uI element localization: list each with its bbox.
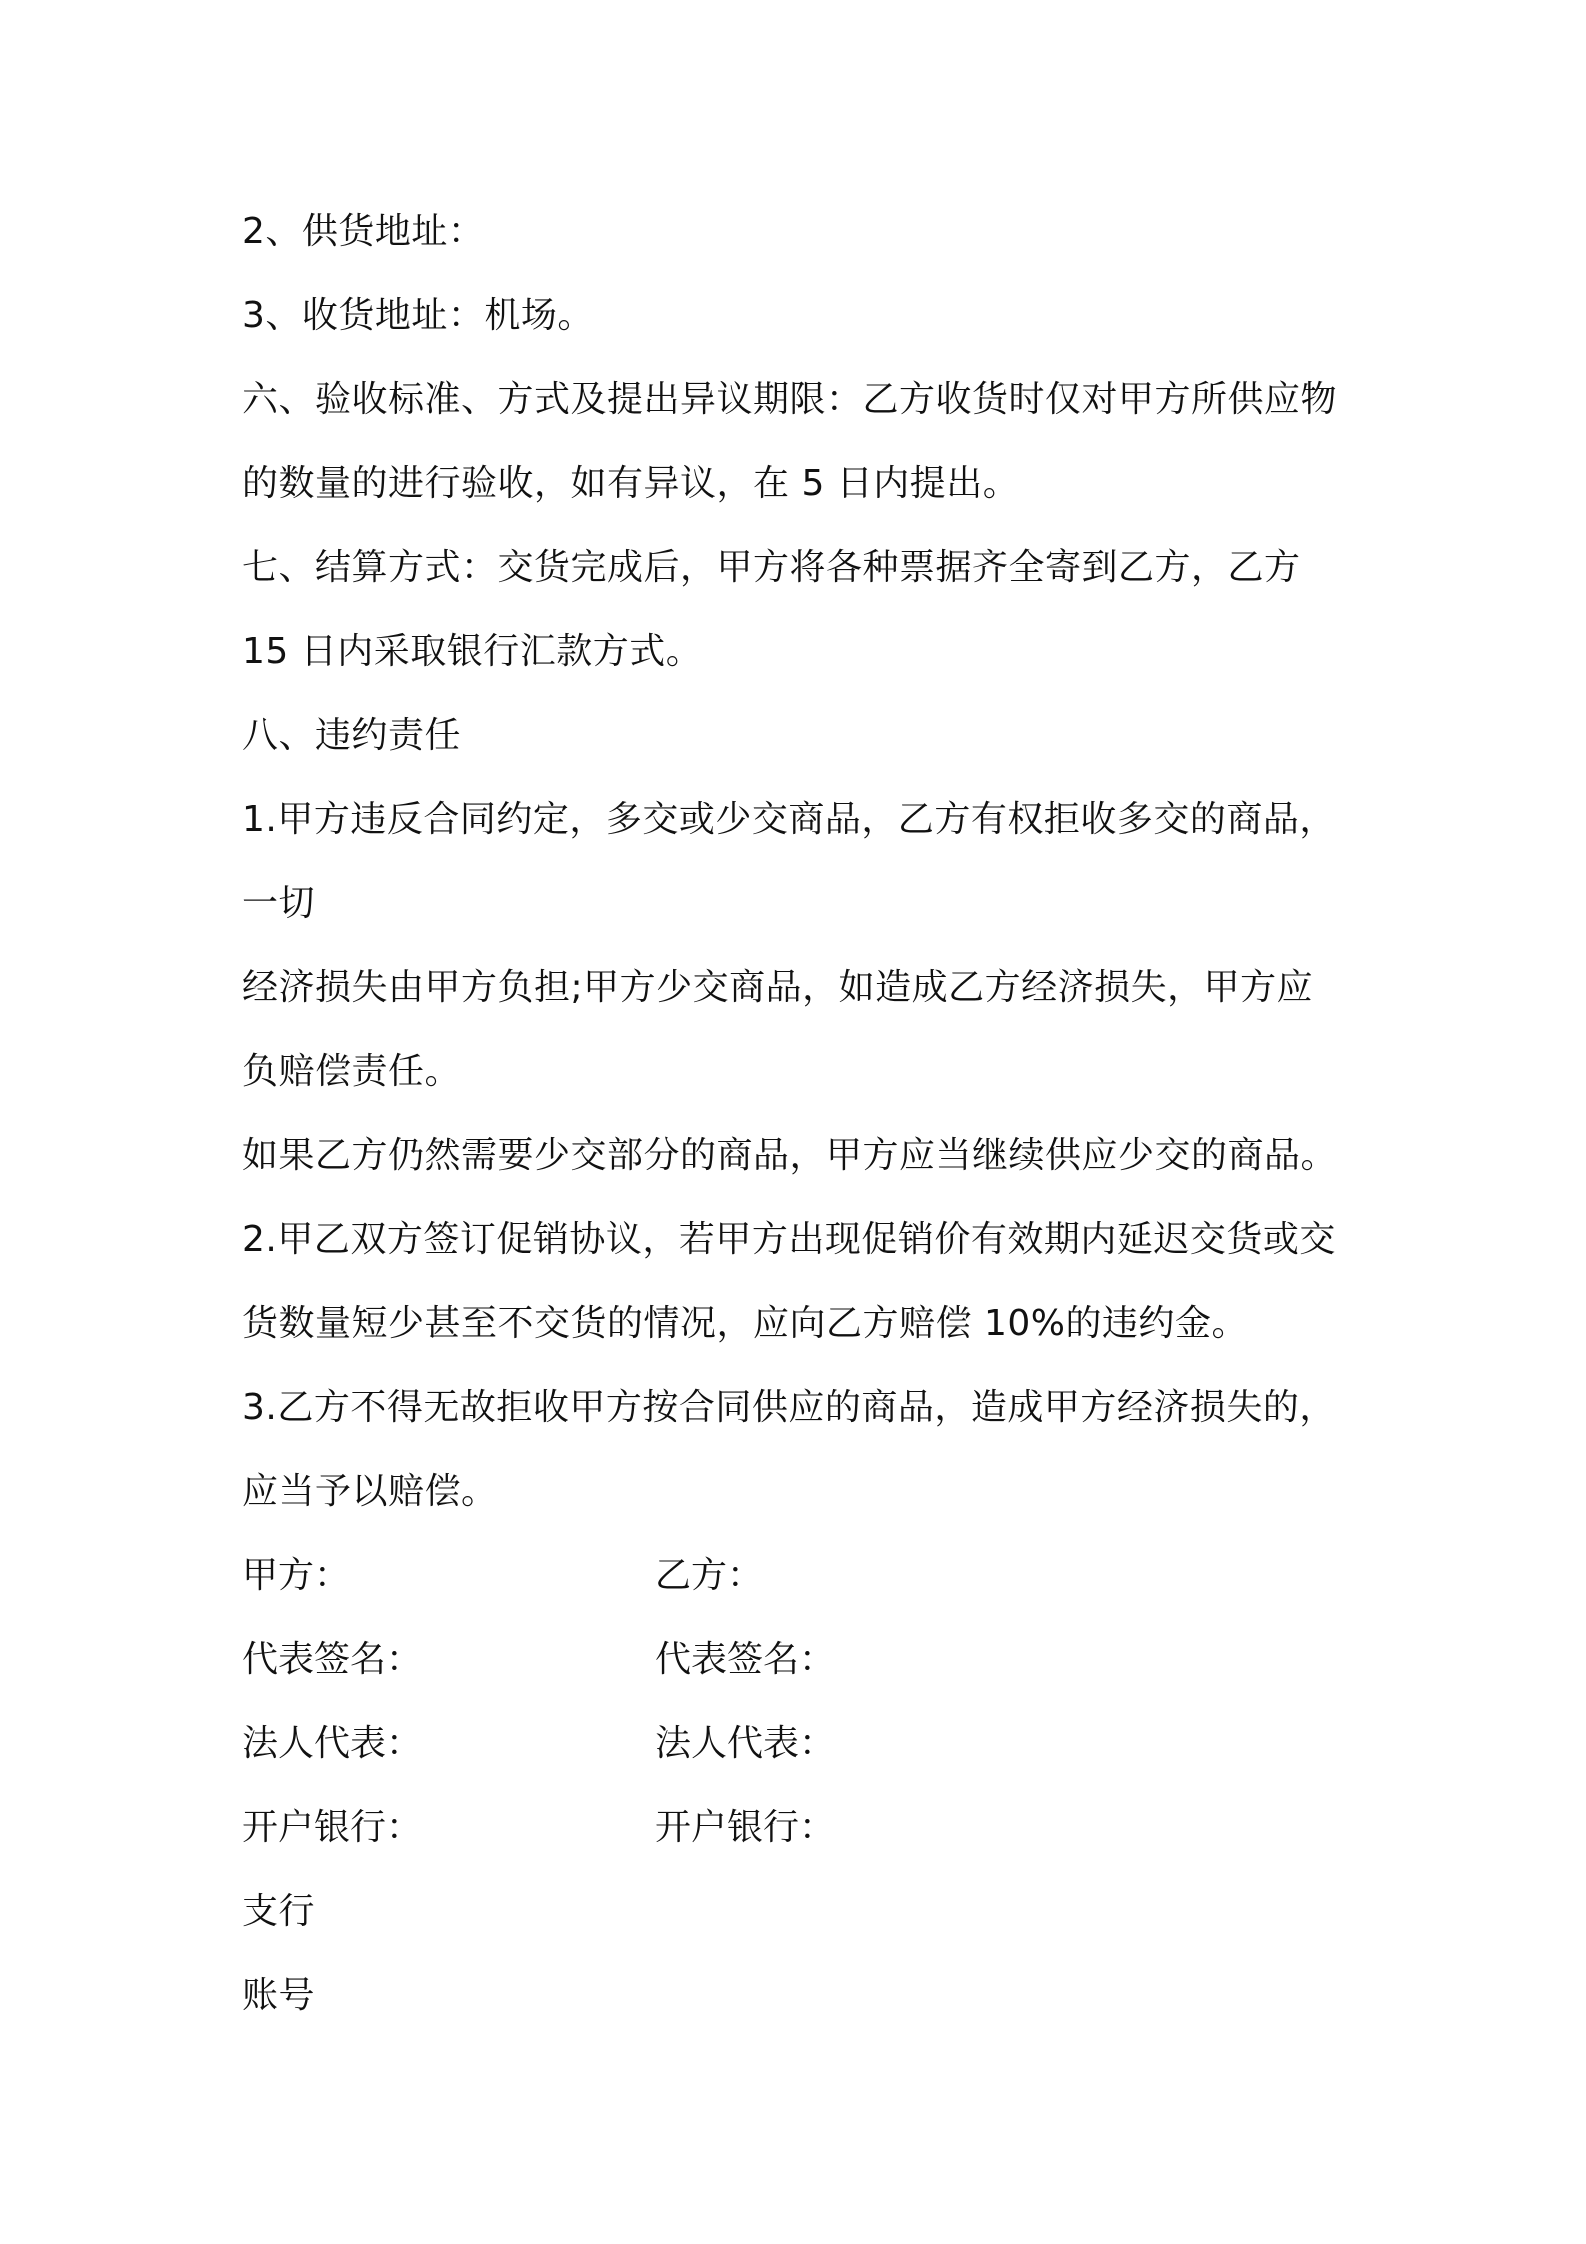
breach-item-1-line-4: 负赔偿责任。 [242,1051,462,1092]
party-a-representative-label: 代表签名： [242,1639,423,1680]
breach-item-1-line-2: 一切 [242,883,316,924]
party-row [242,1534,1362,1618]
party-b-legal-rep-label: 法人代表： [655,1723,836,1764]
supply-address-line: 2、供货地址： [242,211,485,252]
document-body [242,190,1362,2038]
party-a-legal-rep-label: 法人代表： [242,1723,423,1764]
acceptance-clause-line-2: 的数量的进行验收，如有异议，在 5 日内提出。 [242,463,1020,504]
party-b-bank-label: 开户银行： [655,1807,836,1848]
branch-label: 支行 [242,1891,316,1932]
breach-item-1-line-5: 如果乙方仍然需要少交部分的商品，甲方应当继续供应少交的商品。 [242,1135,1338,1176]
party-b-representative-label: 代表签名： [655,1639,836,1680]
party-b-label: 乙方： [655,1555,764,1596]
settlement-clause-line-2: 15 日内采取银行汇款方式。 [242,631,703,672]
breach-item-3-line-1: 3.乙方不得无故拒收甲方按合同供应的商品，造成甲方经济损失的， [242,1387,1336,1428]
breach-item-1-line-3: 经济损失由甲方负担;甲方少交商品，如造成乙方经济损失，甲方应 [242,967,1314,1008]
legal-representative-row [242,1702,1362,1786]
party-a-label: 甲方： [242,1555,351,1596]
receiving-address-line: 3、收货地址：机场。 [242,295,594,336]
representative-signature-row [242,1618,1362,1702]
breach-item-1-line-1: 1.甲方违反合同约定，多交或少交商品，乙方有权拒收多交的商品， [242,799,1336,840]
breach-item-2-line-2: 货数量短少甚至不交货的情况，应向乙方赔偿 10%的违约金。 [242,1303,1248,1344]
bank-row [242,1786,1362,1870]
acceptance-clause-line-1: 六、验收标准、方式及提出异议期限：乙方收货时仅对甲方所供应物 [242,379,1338,420]
settlement-clause-line-1: 七、结算方式：交货完成后，甲方将各种票据齐全寄到乙方，乙方 [242,547,1301,588]
breach-item-2-line-1: 2.甲乙双方签订促销协议，若甲方出现促销价有效期内延迟交货或交 [242,1219,1336,1260]
party-a-bank-label: 开户银行： [242,1807,423,1848]
account-number-label: 账号 [242,1975,316,2016]
breach-item-3-line-2: 应当予以赔偿。 [242,1471,498,1512]
breach-heading: 八、违约责任 [242,715,462,756]
